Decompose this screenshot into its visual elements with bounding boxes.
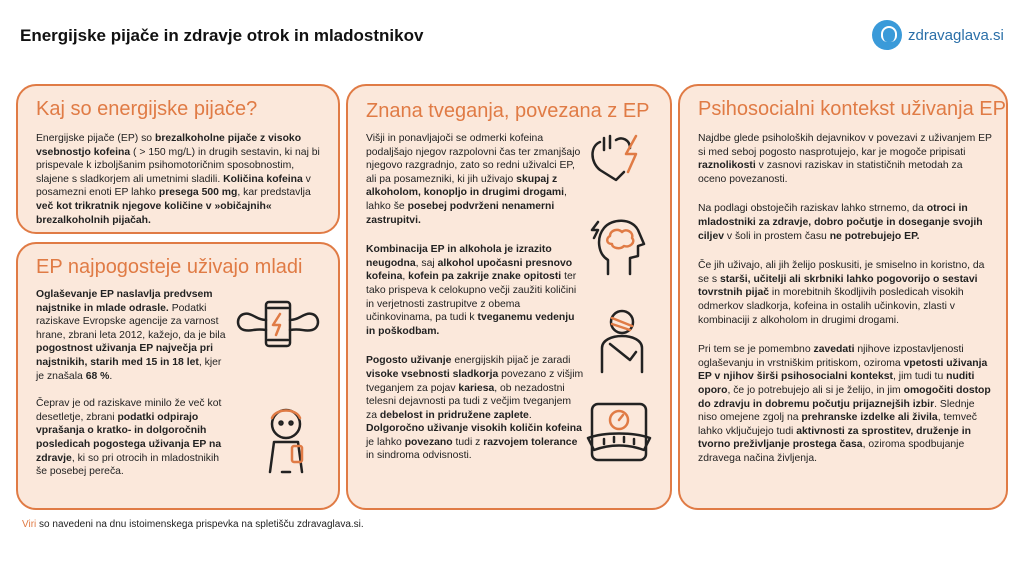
card-heading: Kaj so energijske pijače? (36, 98, 258, 120)
text-run: v šoli in prostem času (724, 230, 830, 242)
text-run: ter tako prispeva k celokupno večji zaužiti količini in verjetnosti zastrupitve z obema učinkovinama, pa tudi k (366, 271, 577, 324)
head-brain-icon (590, 216, 650, 278)
paragraph (366, 354, 584, 463)
bold-text: omogočiti dostop do zdravju in dobremu počutju prijaznejših izbir (698, 384, 991, 410)
text-run: Pri tem se je pomembno (698, 344, 814, 356)
bold-text: več kot trikratnik njegove količine v »običajnih« brezalkoholnih pijačah. (36, 200, 272, 226)
text-run: , kjer je znašala (36, 356, 222, 382)
scale-measure-icon (584, 398, 654, 464)
text-run: Na podlagi obstoječih raziskav lahko strnemo, da (698, 203, 927, 215)
footer-sources-note (22, 519, 364, 530)
card-body (36, 132, 328, 239)
bold-text: Kombinacija EP in alkohola je izrazito neugodna (366, 244, 552, 269)
bold-text: Količina kofeina (223, 173, 303, 185)
bold-text: Oglaševanje EP naslavlja predvsem najstnike in mlade odrasle. (36, 289, 213, 314)
text-run: Čeprav je od raziskave minilo že več kot desetletje, zbrani (36, 398, 222, 423)
footer-text: so navedeni na dnu istoimenskega prispevka na spletišču zdravaglava.si. (36, 519, 364, 530)
paragraph (698, 202, 992, 243)
bold-text: starši, učitelji ali skrbniki lahko pogovorijo o sestavi tovrstnih pijač (698, 273, 978, 299)
text-run: . (528, 409, 532, 421)
text-run: Višji in ponavljajoči se odmerki kofeina podaljšajo njegov razpolovni čas ter zmanjšajo njegovo razgradnjo, zato so redni uživalci EP, ali pa posamezniki, ki jih uživajo (366, 133, 581, 185)
card-heading: Znana tveganja, povezana z EP (366, 100, 650, 122)
text-run: energijskih pijač je zaradi (451, 355, 571, 367)
bold-text: zavedati (813, 344, 855, 356)
bold-text: alkohol upočasni presnovo kofeina (366, 257, 573, 283)
bold-text: brezalkoholne pijače z visoko vsebnostjo kofeina (36, 133, 302, 158)
card-heading: Psihosocialni kontekst uživanja EP (698, 98, 1006, 120)
text-run: je lahko (366, 436, 405, 448)
bold-text: debelost in pridružene zaplete (379, 409, 529, 421)
card-what-are-energy-drinks (16, 84, 340, 234)
bold-text: 68 % (85, 370, 110, 382)
bold-text: posebej podvrženi nenamerni zastrupitvi. (366, 200, 555, 226)
child-drinking-icon (252, 402, 324, 478)
card-body (698, 132, 992, 477)
bold-text: Pogosto uživanje (366, 355, 452, 367)
card-known-risks (346, 84, 672, 510)
paragraph (36, 132, 328, 227)
text-run: v zasnovi raziskav in statističnih metodah za oceno povezanosti. (698, 160, 963, 185)
bold-text: vpetosti uživanja EP v njihov širši psihosocialni kontekst (698, 357, 988, 383)
text-run: , oziroma spodbujanje zdravega načina življenja. (698, 439, 965, 464)
paragraph (36, 288, 232, 383)
bold-text: podatki odpirajo vprašanja o kratko- in dolgoročnih posledicah pogostega uživanja EP na zdravje (36, 411, 222, 464)
bold-text: raznolikosti (698, 160, 756, 172)
text-run: tudi z (452, 436, 484, 448)
text-run: ( > 150 mg/L) in drugih sestavin, ki naj bi prispevale k izboljšanim psihomotoričnim sposobnostim, slajene s sladkorjem ali umetnimi sladili. (36, 146, 320, 185)
card-youth-consumption (16, 242, 340, 510)
page-title: Energijske pijače in zdravje otrok in mladostnikov (20, 26, 424, 45)
text-run: . (109, 370, 113, 382)
bold-text: presega 500 mg (158, 187, 238, 199)
text-run: , lahko še (366, 187, 567, 212)
bold-text: povezano (404, 436, 453, 448)
text-run: Najdbe glede psiholoških dejavnikov v povezavi z uživanjem EP si med seboj pogosto nasprotujejo, kar je mogoče pripisati (698, 133, 992, 158)
paragraph (366, 243, 584, 338)
heart-lightning-icon (586, 132, 652, 184)
text-run: , ki so pri otrocih in mladostnikih še posebej pereča. (36, 452, 220, 478)
text-run: v posamezni enoti EP lahko (36, 173, 311, 199)
card-psychosocial-context (678, 84, 1008, 510)
text-run: , če jo potrebujejo ali si je želijo, in jim (727, 384, 904, 396)
site-logo[interactable] (872, 20, 1004, 50)
card-heading: EP najpogosteje uživajo mladi (36, 256, 303, 278)
card-body (36, 288, 232, 491)
text-run: , jim tudi tu (892, 371, 947, 383)
text-run: in morebitnih škodljivih posledicah visokih odmerkov sladkorja, kofeina in ostalih učinkovin, zlasti v kombinaciji z alkoholom in drugimi drogami. (698, 287, 964, 326)
text-run: njihove izpostavljenosti oglaševanju in vrstniškim pritiskom, oziroma (698, 344, 964, 369)
bold-text: aktivnosti za sprostitev, druženje in tvorno preživljanje prostega časa (698, 425, 971, 451)
text-run: in sindroma odvisnosti. (366, 450, 472, 462)
bold-text: prehranske izdelke ali živila (801, 412, 938, 424)
bold-text: visoke vsebnosti sladkorja (366, 368, 499, 380)
paragraph (366, 132, 584, 227)
text-run: Če jih uživajo, ali jih želijo poskusiti, je smiselno in koristno, da se s (698, 260, 985, 285)
bold-text: razvojem tolerance (483, 436, 578, 448)
paragraph (698, 343, 992, 465)
bold-text: pogostnost uživanja EP največja pri najstnikih, starih med 15 in 18 let (36, 343, 214, 368)
bold-text: ne potrebujejo EP. (829, 230, 920, 242)
logo-head-icon (872, 20, 902, 50)
bold-text: tveganemu vedenju in poškodbam. (366, 312, 575, 337)
bold-text: kofein pa zakrije znake opitosti (408, 271, 562, 283)
text-run: Podatki raziskave Evropske agencije za varnost hrane, zbrani leta 2012, kažejo, da je bila (36, 302, 226, 341)
injured-person-icon (596, 308, 648, 374)
bold-text: skupaj z alkoholom, konopljo in drugimi drogami (366, 173, 565, 199)
text-run: povezano z višjim tveganjem za pojav (366, 368, 584, 394)
bold-text: kariesa (458, 382, 495, 394)
paragraph (698, 132, 992, 186)
muscle-can-icon (232, 294, 322, 356)
card-body (366, 132, 584, 475)
text-run: . Slednje niso omejene zgolj na (698, 398, 975, 424)
paragraph (36, 397, 232, 479)
text-run: Energijske pijače (EP) so (36, 133, 155, 144)
text-run: , ob nezadostni telesni dejavnosti pa tudi z večjim tveganjem za (366, 382, 572, 421)
paragraph (698, 259, 992, 327)
sources-link[interactable]: Viri (22, 519, 37, 530)
text-run: , temveč lahko vključujejo tudi (698, 412, 977, 437)
bold-text: Dolgoročno uživanje visokih količin kofeina (366, 423, 582, 435)
text-run: , kar predstavlja (237, 187, 311, 199)
text-run: , (402, 271, 409, 283)
bold-text: nuditi oporo (698, 371, 975, 396)
text-run: , saj (415, 257, 438, 269)
logo-text: zdravaglava.si (908, 26, 1004, 44)
bold-text: otroci in mladostniki za zdravje, dobro počutje in doseganje svojih ciljev (698, 203, 983, 242)
